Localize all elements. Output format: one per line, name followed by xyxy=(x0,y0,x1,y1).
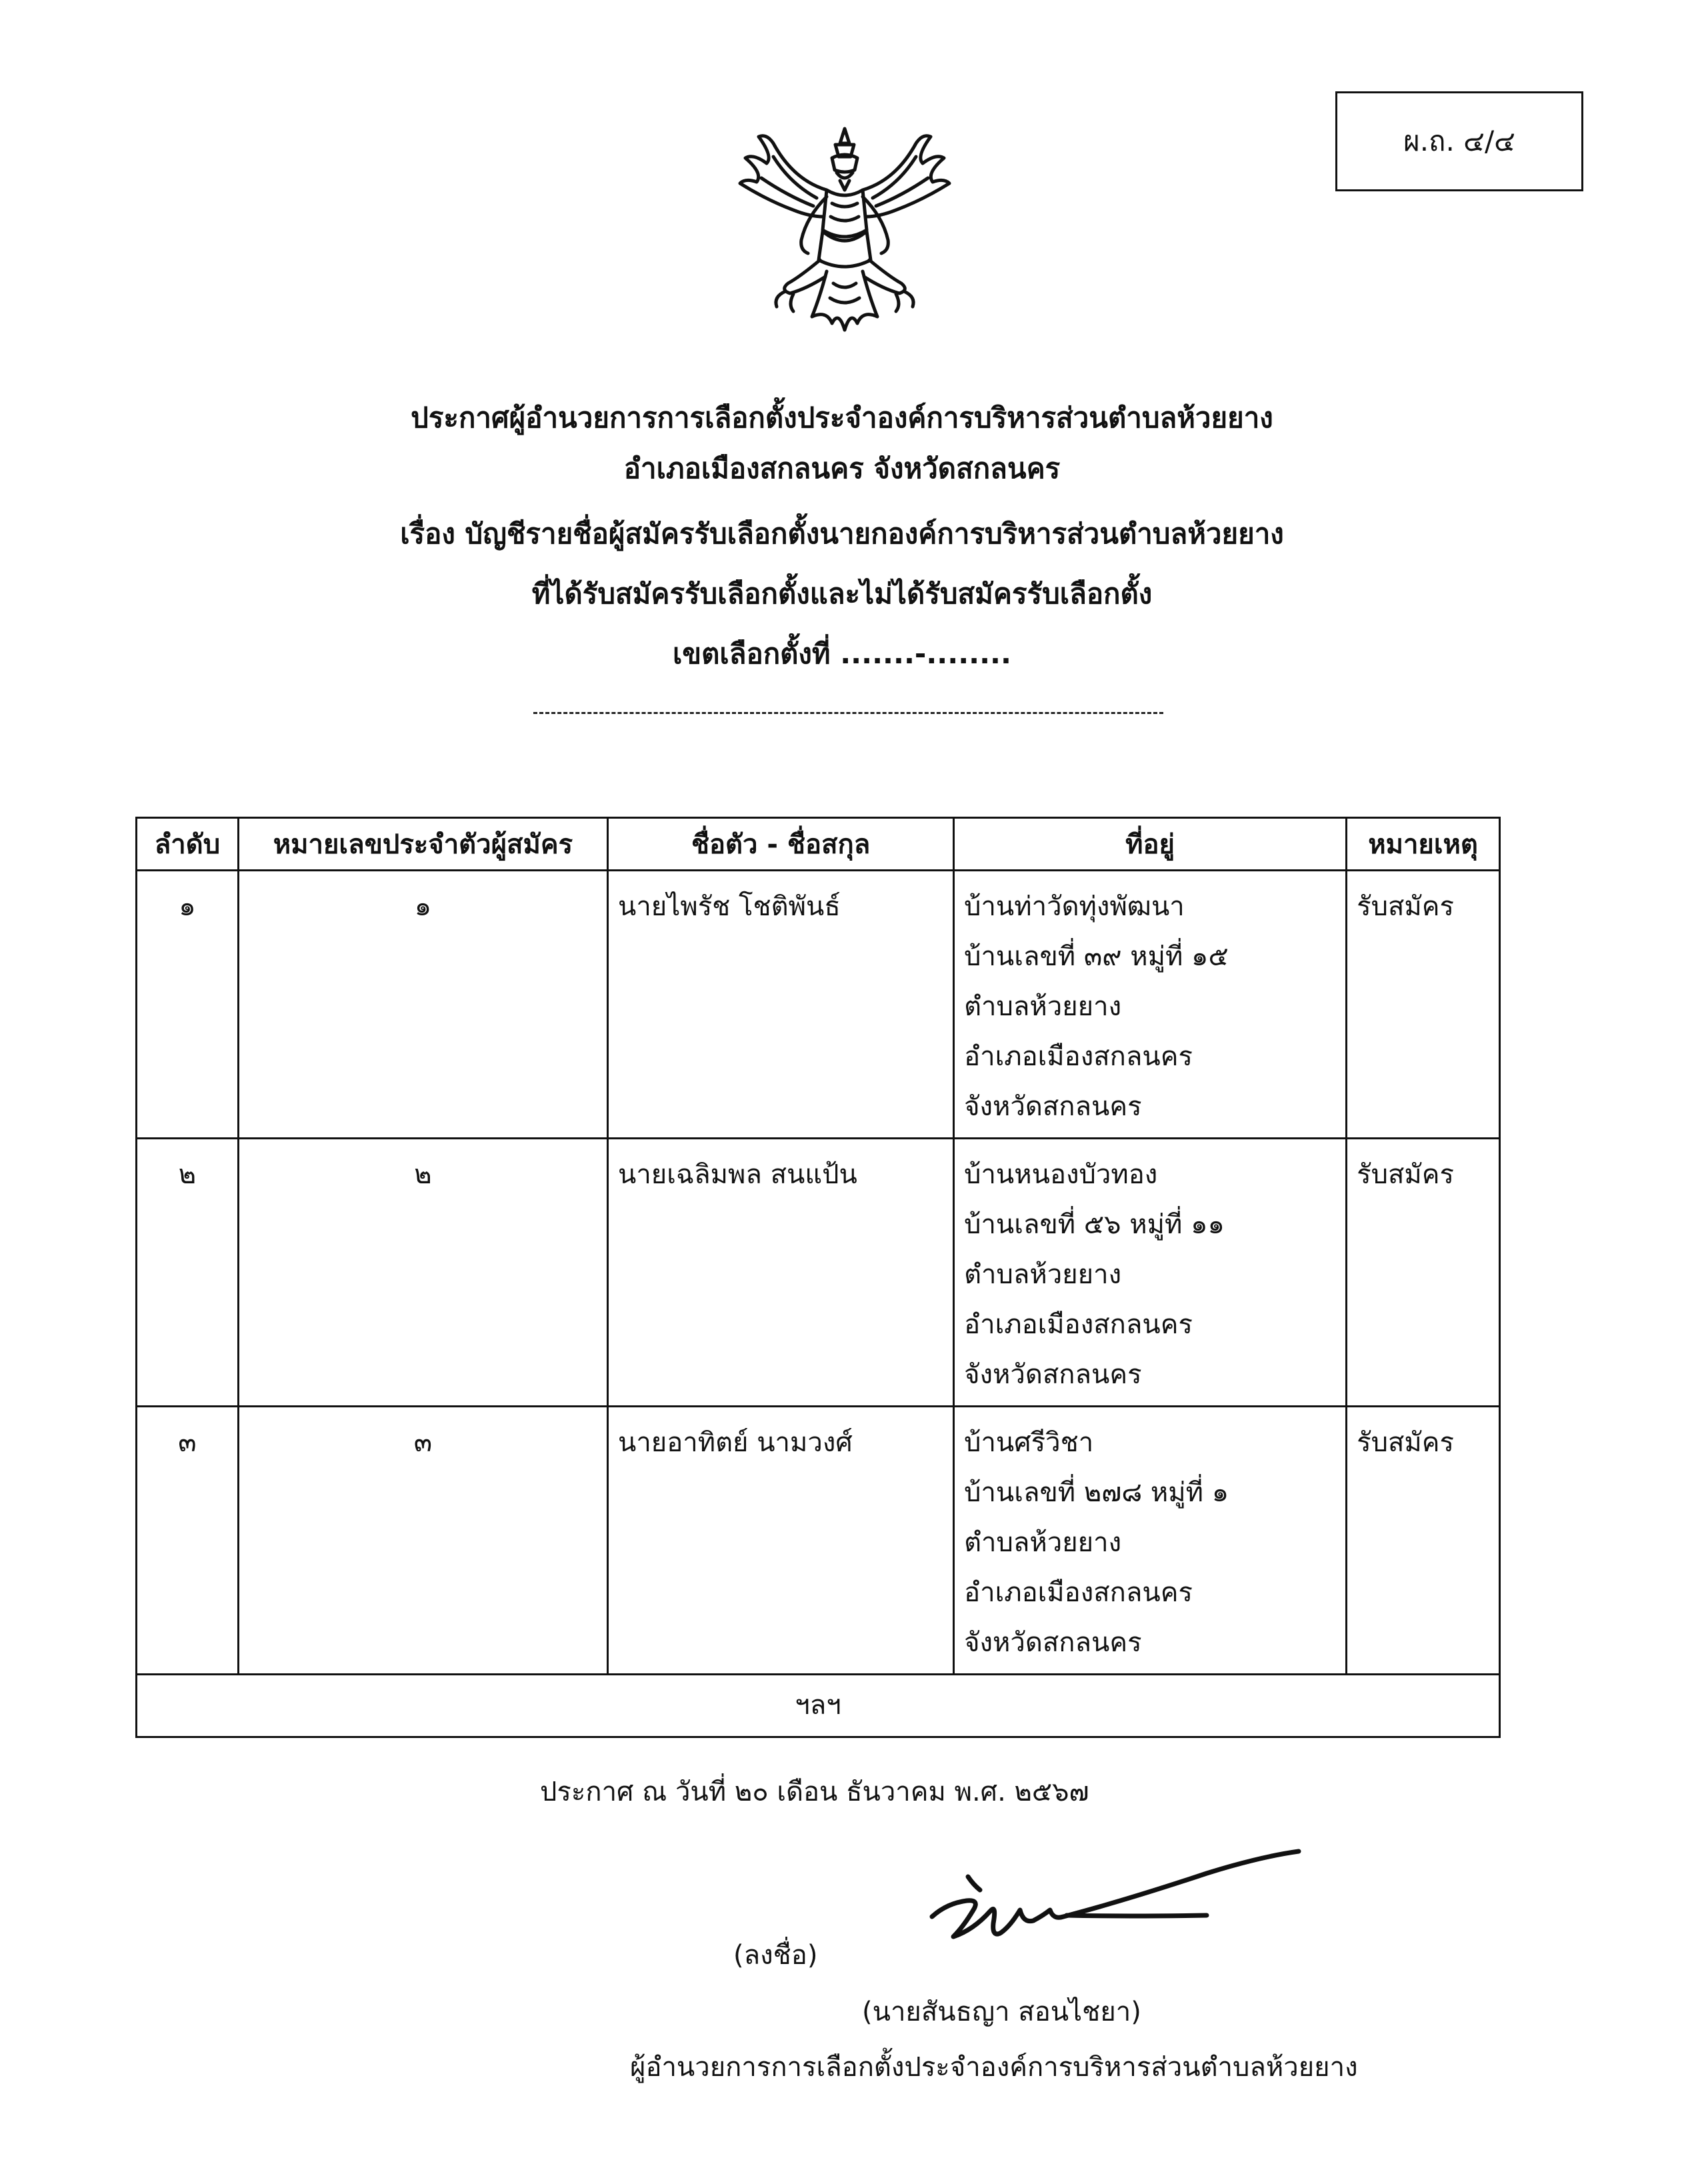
heading-line-3: เรื่อง บัญชีรายชื่อผู้สมัครรับเลือกตั้งนายกองค์การบริหารส่วนตำบลห้วยยาง xyxy=(400,517,1284,550)
address-cell xyxy=(954,1139,1347,1407)
table-row xyxy=(137,1407,1500,1675)
header-name: ชื่อตัว - ชื่อสกุล xyxy=(607,818,953,871)
signatory-name: (นายสันธญา สอนไชยา) xyxy=(862,1997,1141,2027)
address-line: บ้านเลขที่ ๕๖ หมู่ที่ ๑๑ xyxy=(964,1209,1225,1240)
form-code: ผ.ถ. ๔/๔ xyxy=(1403,125,1515,157)
address-line: บ้านเลขที่ ๓๙ หมู่ที่ ๑๕ xyxy=(964,941,1229,972)
address-line: อำเภอเมืองสกลนคร xyxy=(964,1041,1193,1072)
signature-image xyxy=(927,1837,1307,1957)
address-cell xyxy=(954,871,1347,1139)
heading-divider xyxy=(533,712,1163,714)
address-line: จังหวัดสกลนคร xyxy=(964,1359,1142,1390)
address-line: ตำบลห้วยยาง xyxy=(964,991,1122,1022)
candidate-table xyxy=(135,817,1501,1738)
address-line: บ้านท่าวัดทุ่งพัฒนา xyxy=(964,891,1185,922)
name-cell: นายเฉลิมพล สนแป้น xyxy=(607,1139,953,1407)
address-line: จังหวัดสกลนคร xyxy=(964,1627,1142,1658)
address-line: จังหวัดสกลนคร xyxy=(964,1091,1142,1122)
address-line: บ้านหนองบัวทอง xyxy=(964,1159,1158,1190)
table-row xyxy=(137,871,1500,1139)
address-cell xyxy=(954,1407,1347,1675)
heading-line-1: ประกาศผู้อำนวยการการเลือกตั้งประจำองค์การบริหารส่วนตำบลห้วยยาง xyxy=(411,401,1273,434)
remark-cell: รับสมัคร xyxy=(1347,871,1500,1139)
address-line: อำเภอเมืองสกลนคร xyxy=(964,1577,1193,1608)
address-line: ตำบลห้วยยาง xyxy=(964,1527,1122,1558)
table-header-row xyxy=(137,818,1500,871)
candidate-no-cell: ๑ xyxy=(238,871,607,1139)
heading-line-4: ที่ได้รับสมัครรับเลือกตั้งและไม่ได้รับสมัครรับเลือกตั้ง xyxy=(531,577,1153,610)
garuda-emblem-icon xyxy=(727,117,963,347)
heading-line-2: อำเภอเมืองสกลนคร จังหวัดสกลนคร xyxy=(623,452,1061,485)
address-line: บ้านศรีวิชา xyxy=(964,1427,1094,1458)
candidate-no-cell: ๓ xyxy=(238,1407,607,1675)
announcement-date: ประกาศ ณ วันที่ ๒๐ เดือน ธันวาคม พ.ศ. ๒๕๖๗ xyxy=(540,1777,1089,1807)
name-cell: นายอาทิตย์ นามวงศ์ xyxy=(607,1407,953,1675)
header-remark: หมายเหตุ xyxy=(1347,818,1500,871)
table-etc-row xyxy=(137,1675,1500,1737)
address-line: อำเภอเมืองสกลนคร xyxy=(964,1309,1193,1340)
etc-cell: ฯลฯ xyxy=(137,1675,1500,1737)
address-line: บ้านเลขที่ ๒๗๘ หมู่ที่ ๑ xyxy=(964,1477,1229,1508)
name-cell: นายไพรัช โชติพันธ์ xyxy=(607,871,953,1139)
header-candidate-no: หมายเลขประจำตัวผู้สมัคร xyxy=(238,818,607,871)
remark-cell: รับสมัคร xyxy=(1347,1407,1500,1675)
address-line: ตำบลห้วยยาง xyxy=(964,1259,1122,1290)
table-row xyxy=(137,1139,1500,1407)
order-cell: ๒ xyxy=(137,1139,239,1407)
header-address: ที่อยู่ xyxy=(954,818,1347,871)
sign-label: (ลงชื่อ) xyxy=(733,1940,818,1971)
order-cell: ๓ xyxy=(137,1407,239,1675)
form-code-box xyxy=(1335,91,1583,191)
order-cell: ๑ xyxy=(137,871,239,1139)
remark-cell: รับสมัคร xyxy=(1347,1139,1500,1407)
header-order: ลำดับ xyxy=(137,818,239,871)
signatory-title: ผู้อำนวยการการเลือกตั้งประจำองค์การบริหารส่วนตำบลห้วยยาง xyxy=(630,2052,1358,2083)
candidate-no-cell: ๒ xyxy=(238,1139,607,1407)
heading-line-5: เขตเลือกตั้งที่ .......-........ xyxy=(673,637,1011,670)
